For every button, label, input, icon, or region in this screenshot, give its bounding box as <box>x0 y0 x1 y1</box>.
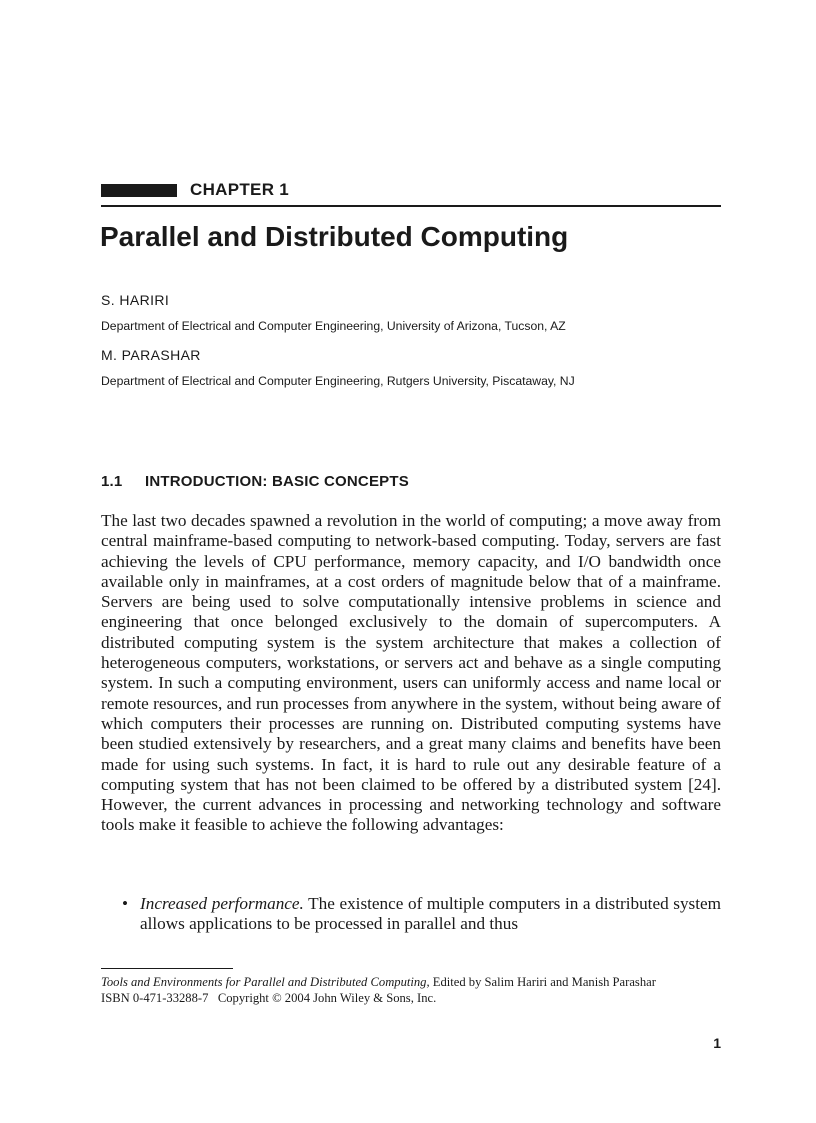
chapter-title: Parallel and Distributed Computing <box>100 221 569 252</box>
chapter-rule <box>101 205 721 207</box>
author-name: M. PARASHAR <box>101 347 201 363</box>
list-item <box>101 894 721 935</box>
chapter-marker-bar <box>101 184 177 197</box>
bullet-list <box>101 894 721 935</box>
bullet-term: Increased performance. <box>140 894 304 913</box>
author-name: S. HARIRI <box>101 292 170 308</box>
footnote-book-title: Tools and Environments for Parallel and Distributed Computing, <box>101 975 430 989</box>
footnote-rule <box>101 968 233 969</box>
body-paragraph: The last two decades spawned a revolution in the world of computing; a move away from central mainframe-based computing to network-based computing. Today, servers are fast achieving the levels of CPU performance, memory capacity, and I/O bandwidth once available only in mainframes, at a cost orders of magnitude below that of a mainframe. Servers are being used to solve computationally intensive problems in science and engineering that once belonged exclusively to the domain of supercomputers. A distributed computing system is the system architecture that makes a collection of heterogeneous computers, workstations, or servers act and behave as a single computing system. In such a computing environment, users can uniformly access and name local or remote resources, and run processes from anywhere in the system, without being aware of which computers their processes are running on. Distributed computing systems have been studied extensively by researchers, and a great many claims and benefits have been made for using such systems. In fact, it is hard to rule out any desirable feature of a computing system that has not been claimed to be offered by a distributed system [24]. However, the current advances in processing and networking technology and software tools make it feasible to achieve the following advantages: <box>101 511 721 835</box>
footnote <box>101 974 721 1006</box>
author-affiliation: Department of Electrical and Computer Engineering, Rutgers University, Piscataway, NJ <box>101 374 575 388</box>
section-title: INTRODUCTION: BASIC CONCEPTS <box>145 473 409 490</box>
section-heading <box>101 472 409 492</box>
bullet-text: The existence of multiple computers in a distributed system allows applications to be processed in parallel and thus <box>140 894 721 934</box>
footnote-copyright: Copyright © 2004 John Wiley & Sons, Inc. <box>217 991 437 1005</box>
footnote-isbn: ISBN 0-471-33288-7 <box>101 991 209 1005</box>
bullet-marker: • <box>122 894 129 913</box>
page-number: 1 <box>713 1035 721 1051</box>
footnote-editors: Edited by Salim Hariri and Manish Parashar <box>429 975 656 989</box>
section-number: 1.1 <box>101 473 123 490</box>
chapter-label: CHAPTER 1 <box>190 180 290 199</box>
author-affiliation: Department of Electrical and Computer Engineering, University of Arizona, Tucson, AZ <box>101 319 566 333</box>
